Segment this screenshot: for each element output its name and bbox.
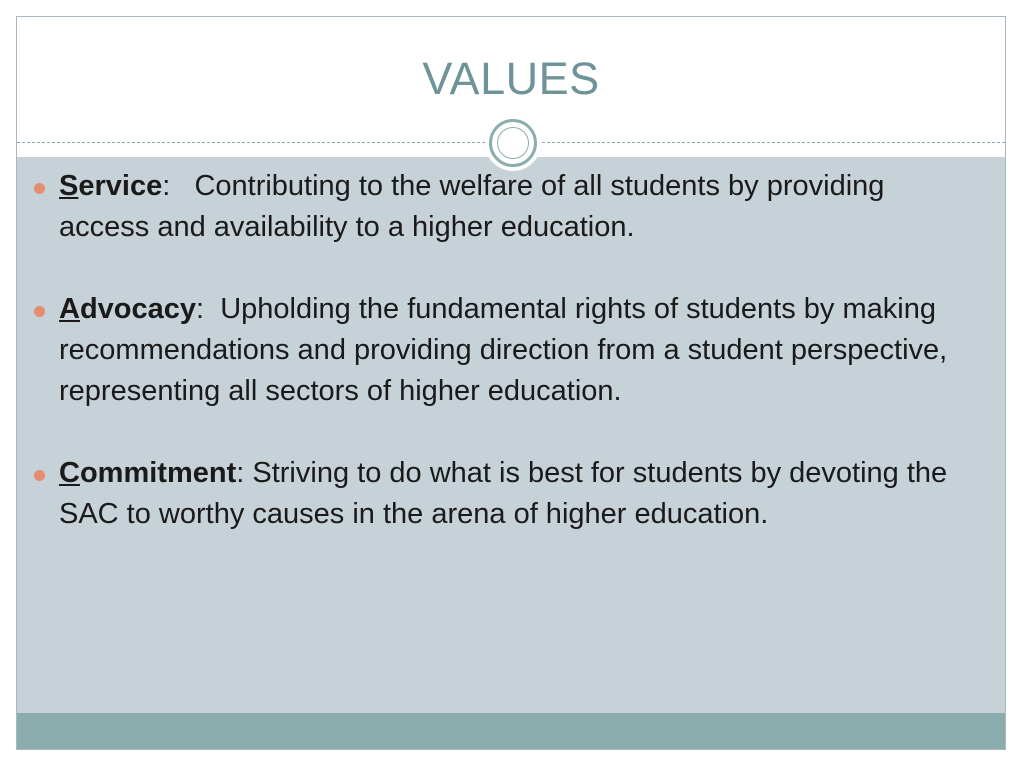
value-separator: : <box>162 170 195 202</box>
value-term <box>59 170 162 202</box>
value-separator: : <box>236 457 253 489</box>
value-item-commitment <box>34 453 954 535</box>
value-term-initial: C <box>59 457 80 489</box>
value-term-rest: ervice <box>78 170 163 202</box>
value-item-advocacy <box>34 289 954 412</box>
value-term-rest: dvocacy <box>79 293 197 325</box>
value-term-initial: S <box>59 170 79 202</box>
value-description: Striving to do what is best for students by devoting the SAC to worthy causes in the arena of higher education. <box>59 457 948 530</box>
value-description: Upholding the fundamental rights of students by making recommendations and providing direction from a student perspective, representing all sectors of higher education. <box>59 293 948 407</box>
value-description: Contributing to the welfare of all students by providing access and availability to a higher education. <box>59 170 885 243</box>
ornament-ring <box>489 119 537 167</box>
bullet-icon <box>34 470 45 481</box>
value-term <box>59 457 236 489</box>
bottom-band <box>17 713 1005 749</box>
value-term-rest: ommitment <box>79 457 237 489</box>
slide-title: VALUES <box>422 53 600 104</box>
ornament-inner-ring <box>497 127 529 159</box>
bullet-icon <box>34 183 45 194</box>
circle-ornament-icon <box>485 115 541 171</box>
value-separator: : <box>196 293 221 325</box>
value-term-initial: A <box>59 293 80 325</box>
value-item-service <box>34 166 954 248</box>
value-term <box>59 293 196 325</box>
values-list <box>34 166 954 576</box>
bullet-icon <box>34 306 45 317</box>
